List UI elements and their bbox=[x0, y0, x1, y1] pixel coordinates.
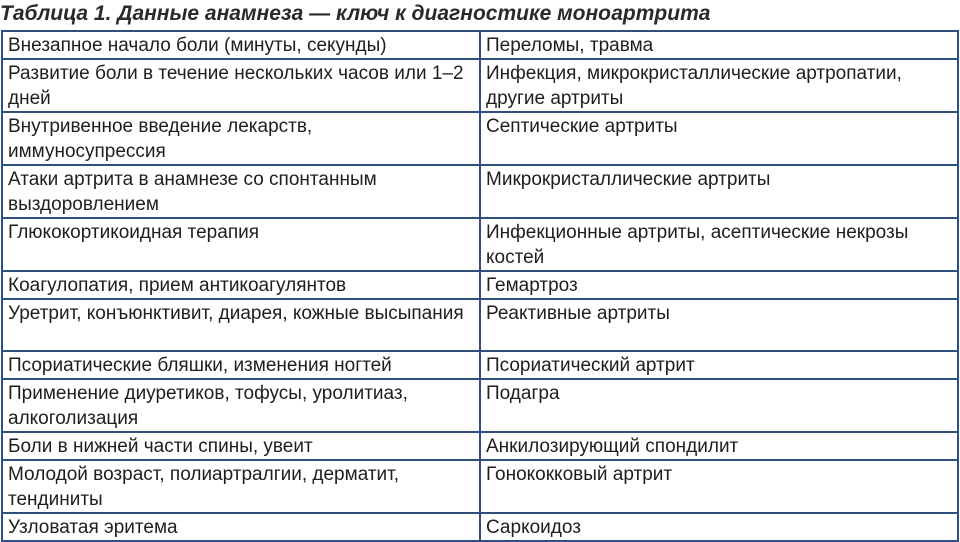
table-caption: Таблица 1. Данные анамнеза — ключ к диагностике моноартрита bbox=[0, 2, 711, 25]
table-row bbox=[2, 513, 958, 541]
sign-cell: Внутривенное введение лекарств, иммуносупрессия bbox=[2, 112, 480, 165]
diagnosis-cell: Инфекция, микрокристаллические артропатии, другие артриты bbox=[480, 59, 958, 112]
diagnosis-cell: Септические артриты bbox=[480, 112, 958, 165]
table-row bbox=[2, 460, 958, 513]
diagnosis-cell: Анкилозирующий спондилит bbox=[480, 432, 958, 460]
sign-cell: Атаки артрита в анамнезе со спонтанным выздоровлением bbox=[2, 165, 480, 218]
sign-cell: Уретрит, конъюнктивит, диарея, кожные высыпания bbox=[2, 299, 480, 351]
diagnosis-cell: Гемартроз bbox=[480, 271, 958, 299]
table-row bbox=[2, 112, 958, 165]
diagnosis-cell: Подагра bbox=[480, 379, 958, 432]
diagnosis-cell: Инфекционные артриты, асептические некрозы костей bbox=[480, 218, 958, 271]
table-row bbox=[2, 432, 958, 460]
diagnosis-cell: Реактивные артриты bbox=[480, 299, 958, 351]
table-row bbox=[2, 351, 958, 379]
table-row bbox=[2, 379, 958, 432]
table-row bbox=[2, 31, 958, 59]
table-row bbox=[2, 59, 958, 112]
diagnosis-cell: Гонококковый артрит bbox=[480, 460, 958, 513]
sign-cell: Узловатая эритема bbox=[2, 513, 480, 541]
table-row bbox=[2, 165, 958, 218]
sign-cell: Коагулопатия, прием антикоагулянтов bbox=[2, 271, 480, 299]
sign-cell: Развитие боли в течение нескольких часов или 1–2 дней bbox=[2, 59, 480, 112]
anamnesis-table bbox=[1, 30, 959, 542]
table-row bbox=[2, 271, 958, 299]
sign-cell: Молодой возраст, полиартралгии, дерматит, тендиниты bbox=[2, 460, 480, 513]
diagnosis-cell: Переломы, травма bbox=[480, 31, 958, 59]
diagnosis-cell: Псориатический артрит bbox=[480, 351, 958, 379]
sign-cell: Боли в нижней части спины, увеит bbox=[2, 432, 480, 460]
sign-cell: Псориатические бляшки, изменения ногтей bbox=[2, 351, 480, 379]
sign-cell: Применение диуретиков, тофусы, уролитиаз, алкоголизация bbox=[2, 379, 480, 432]
sign-cell: Внезапное начало боли (минуты, секунды) bbox=[2, 31, 480, 59]
sign-cell: Глюкокортикоидная терапия bbox=[2, 218, 480, 271]
diagnosis-cell: Саркоидоз bbox=[480, 513, 958, 541]
diagnosis-cell: Микрокристаллические артриты bbox=[480, 165, 958, 218]
table-row bbox=[2, 218, 958, 271]
table-row bbox=[2, 299, 958, 351]
